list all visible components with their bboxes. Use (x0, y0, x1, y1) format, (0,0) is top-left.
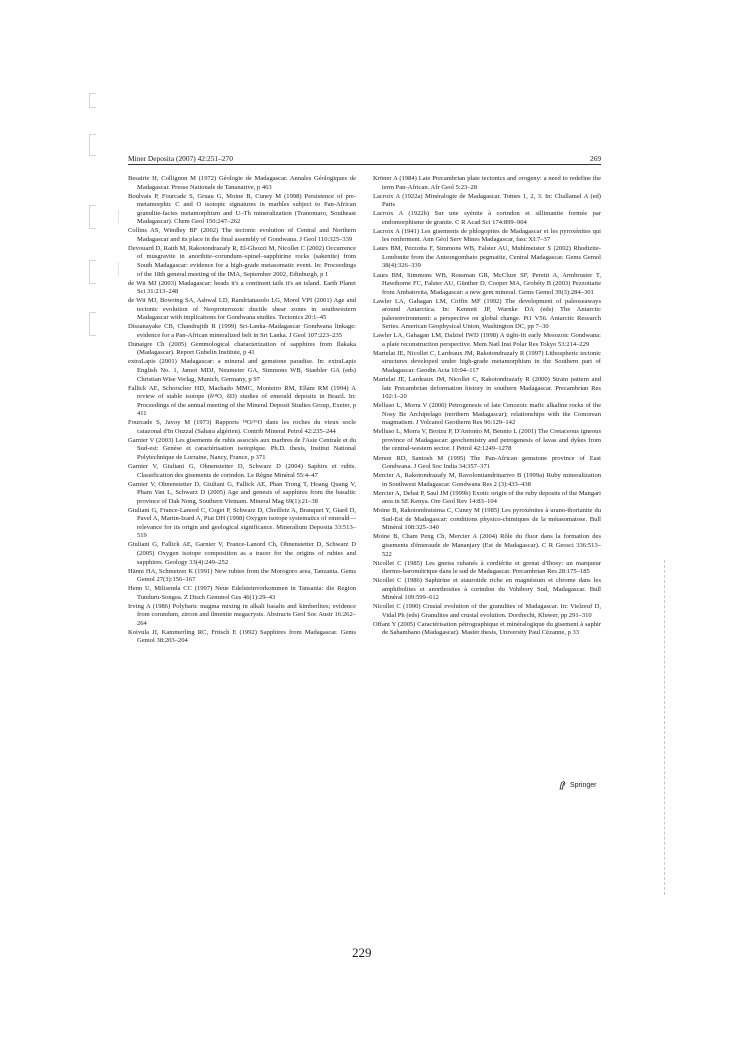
reference-entry: de Wit MJ (2003) Madagascar: heads it's a continent tails it's an island. Earth Planet Sci 31:213–248 (128, 279, 356, 296)
scan-artifact (89, 260, 96, 284)
scan-artifact (89, 134, 96, 156)
scan-artifact (89, 205, 96, 229)
reference-entry: Moine B, Rakotondratsima C, Cuney M (1985) Les pyroxénites à urano-thorianite du Sud-Est de Madagascar: conditions physico-chimiques de la métasomatose. Bull Minéral 108:325–340 (373, 507, 601, 532)
reference-entry: Dunaigre Ch (2005) Gemmological characterization of sapphires from Ilakaka (Madagascar). Report Gubelin Institute, p 41 (128, 340, 356, 357)
page-number: 229 (352, 945, 372, 960)
reference-entry: Garnier V, Giuliani G, Ohnenstetter D, Schwarz D (2004) Saphirs et rubis. Classification des gisements de corindon. Le Règne Minéral 55:4–47 (128, 463, 356, 479)
reference-entry: Fallick AE, Schorscher HD, Machado MMC, Monteiro RM, Ellam RM (1994) A review of stable isotope (δ¹⁸O, δD) studies of emerald deposits in Brazil. In: Proceedings of the annual meeting of the Mineral Deposit Studies Group, Exeter, p 411 (128, 384, 356, 418)
reference-entry: Garnier V, Ohnenstetter D, Giuliani G, Fallick AE, Phan Trong T, Hoang Quang V, Pham Van L, Schwarz D (2005) Age and genesis of sapphires from the basaltic province of Dak Nong, Southern Vietnam. Mineral Mag 69(1):21–38 (128, 480, 356, 505)
reference-entry: Giuliani G, Fallick AE, Garnier V, France-Lanord Ch, Ohnenstetter D, Schwarz D (2005) Oxygen isotope composition as a tracer for the origins of rubies and sapphires. Geology 33(4):249–252 (128, 541, 356, 566)
running-header-page: 269 (590, 154, 602, 163)
references-left-column (128, 175, 356, 647)
reference-entry: extraLapis (2001) Madagascar: a mineral and gemstone paradise. In: extraLapis English No. 1, Jamot MDJ, Neumeier GA, Simmons WB, Staebler GA (eds) Christian Wise Verlag, Munich, Germany, p 97 (128, 358, 356, 383)
header-rule (128, 164, 601, 165)
reference-entry: Lawler LA, Gahagan LM, Dalziel IWD (1998) A tight-fit early Mesozoic Gondwana: a plate reconstruction perspective. Mem Natl Inst Polar Res Tokyo 53:214–229 (373, 332, 601, 348)
publisher-name: Springer (570, 781, 597, 789)
reference-entry: Mercier A, Debat P, Saul JM (1999b) Exotic origin of the ruby deposits of the Mangari area in SE Kenya. Ore Geol Rev 14:83–104 (373, 489, 601, 506)
reference-entry: Lacroix A (1922a) Minéralogie de Madagascar. Tomes 1, 2, 3. In: Challamel A (ed) Paris (373, 192, 601, 209)
reference-entry: Irving A (1986) Polybaric magma mixing in alkali basalts and kimberlites; evidence from corundum, zircon and ilmenite megacrysts. Abstracts Geol Soc Austr 16:262–264 (128, 602, 356, 627)
reference-entry: Lawler LA, Gahagan LM, Coffin MF (1992) The development of paleoseaways around Antarctica. In: Kennett JP, Warnke DA (eds) The Antarctic paleoenvironment: a perspective on global change. Pt1 V56. Antarctic Research Series. American Geophysical Union, Washington DC, pp 7–30 (373, 297, 601, 331)
reference-entry: Offant Y (2005) Caractérisation pétrographique et minéralogique du gisement à saphir de Sahambano (Madagascar). Master thesis, University Paul Cézanne, p 33 (373, 620, 601, 637)
springer-horse-icon (558, 780, 568, 790)
reference-entry: Martelat JE, Lardeaux JM, Nicollet C, Rakotondrazafy R (2000) Strain pattern and late Precambrian deformation history in southern Madagascar. Precambrian Res 102:1–20 (373, 376, 601, 401)
reference-entry: de Wit MJ, Bowring SA, Ashwal LD, Randrianasolo LG, Morel VPI (2001) Age and tectonic evolution of Neoproterozoic ductile shear zones in southwestern Madagascar with implications for Gondwana studies. Tectonics 20:1–45 (128, 297, 356, 322)
running-header-journal: Miner Deposita (2007) 42:251–270 (128, 154, 233, 163)
reference-entry: Besairie H, Collignon M (1972) Géologie de Madagascar. Annales Géologiques de Madagascar. Presse Nationale de Tananarive, p 463 (128, 175, 356, 191)
reference-entry: Lacroix A (1922b) Sur une syénite à corindon et sillimanite formée par endomorphisme de granite. C R Acad Sci 174:899–904 (373, 210, 601, 226)
reference-entry: Fourcade S, Javoy M (1973) Rapports ¹⁸O/¹⁶O dans les roches du vieux socle catazonal d'In Ouzzal (Sahara algérien). Contrib Mineral Petrol 42:235–244 (128, 419, 356, 435)
reference-entry: Collins AS, Windley BF (2002) The tectonic evolution of Central and Northern Madagascar and its place in the final assembly of Gondwana. J Geol 110:325–339 (128, 227, 356, 243)
reference-entry: Devouard D, Raith M, Rakotondrazafy R, El-Ghozzi M, Nicollet C (2002) Occurrence of musgravite in anorthite–corundum–spinel–sapphirine rocks (sakenite) from South Madagascar: evidence for a high-grade metasomatic event. In: Proceedings of the 18th general meeting of the IMA, September 2002, Edinburgh, p 1 (128, 244, 356, 278)
reference-entry: Nicollet C (1986) Saphirine et staurotide riche en magnésium et chrome dans les amphibolites et anorthosites à corindon du Vohibory Sud, Madagascar. Bull Minéral 109:599–612 (373, 577, 601, 602)
reference-entry: Moine B, Cham Peng Ch, Mercier A (2004) Rôle du fluor dans la formation des gisements d'émeraude de Mananjary (Est de Madagascar). C R Geosci 336:513–522 (373, 533, 601, 558)
reference-entry: Henn U, Milisenda CC (1997) Neue Edelsteinvorkommen in Tansania: die Region Tunduru-Songea. Z Dtsch Gemmol Ges 46(1):29–43 (128, 585, 356, 601)
reference-entry: Melluso L, Morra V, Brotzu P, D'Antonio M, Bennio L (2001) The Cretaceous igneous province of Madagascar: geochemistry and petrogenesis of lavas and dykes from the central-western sector. J Petrol 42:1249–1278 (373, 428, 601, 453)
reference-entry: Laurs BM, Pezzotta F, Simmons WB, Falster AU, Muhlmeister S (2002) Rhodizite-Londonite from the Antsongombato pegmatite, Central Madagascar. Gems Gemol 38(4):326–339 (373, 245, 601, 270)
reference-entry: Koivula JI, Kammerling RC, Fritsch E (1992) Sapphires from Madagascar. Gems Gemol 38:203–204 (128, 628, 356, 645)
scan-artifact (118, 262, 119, 276)
reference-entry: Boulvais P, Fourcade S, Gruau G, Moine B, Cuney M (1998) Persistence of pre-metamorphic C and O isotopic signatures in marbles subject to Pan-African granulite-facies metamorphism and U–Th mineralization (Tranomaro, Southeast Madagascar). Chem Geol 150:247–262 (128, 192, 356, 226)
reference-entry: Nicollet C (1990) Crustal evolution of the granulites of Madagascar. In: Vielzeuf D, Vidal Ph (eds) Granulites and crustal evolution. Dordrecht, Kluwer, pp 291–310 (373, 603, 601, 619)
reference-entry: Mercier A, Rakotondrazafy M, Ravolomiandrinarivo B (1999a) Ruby mineralization in Southwest Madagascar. Gondwana Res 2 (3):433–438 (373, 472, 601, 488)
reference-entry: Lacroix A (1941) Les gisements de phlogopites de Madagascar et les pyroxénites qui les renferment. Ann Géol Serv Mines Madagascar, fasc XI:7–37 (373, 227, 601, 244)
reference-entry: Melluso L, Morra V (2000) Petrogenesis of late Cenozoic mafic alkaline rocks of the Nosy Be Archipelago (northern Madagascar); relationships with the Comorean magmatism. J Volcanol Geotherm Res 96:129–142 (373, 402, 601, 427)
publisher-logo (558, 780, 596, 790)
scan-artifact (89, 312, 96, 336)
reference-entry: Giuliani G, France-Lanord C, Coget P, Schwarz D, Cheilletz A, Branquet Y, Giard D, Pavel A, Martin-Izard A, Piat DH (1998) Oxygen isotope systematics of emerald—relevance for its origin and geological significance. Mineralium Deposita 33:513–519 (128, 506, 356, 540)
references-right-column (373, 175, 601, 638)
reference-entry: Martelat JE, Nicollet C, Lardeaux JM, Rakotondrazafy R (1997) Lithospheric tectonic structures developed under high-grade metamorphism in the Southern part of Madagascar. Geodin Acta 10:94–117 (373, 349, 601, 375)
reference-entry: Kröner A (1984) Late Precambrian plate tectonics and orogeny: a need to redefine the term Pan-African. Afr Geol 5:23–28 (373, 175, 601, 191)
reference-entry: Nicollet C (1985) Les gneiss rubanés à cordiérite et grenat d'Ihosy: un marqueur thermo-barométrique dans le sud de Madagascar. Precambrian Res 28:175–185 (373, 559, 601, 576)
scan-artifact (118, 210, 119, 224)
scan-artifact (89, 93, 96, 108)
reference-entry: Hänni HA, Schmetzer K (1991) New rubies from the Morogoro area, Tanzania. Gems Gemol 27(3):156–167 (128, 567, 356, 584)
reference-entry: Dissanayake CB, Chandrajith R (1999) Sri-Lanka–Madagascar Gondwana linkage: evidence for a Pan-African mineralized belt in Sri Lanka. J Geol 107:223–235 (128, 323, 356, 339)
reference-entry: Laurs BM, Simmons WB, Rossman GR, McClure SF, Peretti A, Armbruster T, Hawthorne FC, Falster AU, Günther D, Cooper MA, Grobéty B (2003) Pezzottaite from Ambatovita, Madagascar: a new gem mineral. Gems Gemol 39(3):284–301 (373, 271, 601, 296)
reference-entry: Menon RD, Santosh M (1995) The Pan-African gemstone province of East Gondwana. J Geol Soc India 34:357–371 (373, 454, 601, 471)
scan-artifact (664, 560, 665, 895)
reference-entry: Garnier V (2003) Les gisements de rubis associés aux marbres de l'Asie Centrale et du Sud-est: Genèse et caractérisation isotopique. Ph.D. thesis, Institut National Polytechnique de Lorraine, Nancy, France, p 371 (128, 436, 356, 461)
